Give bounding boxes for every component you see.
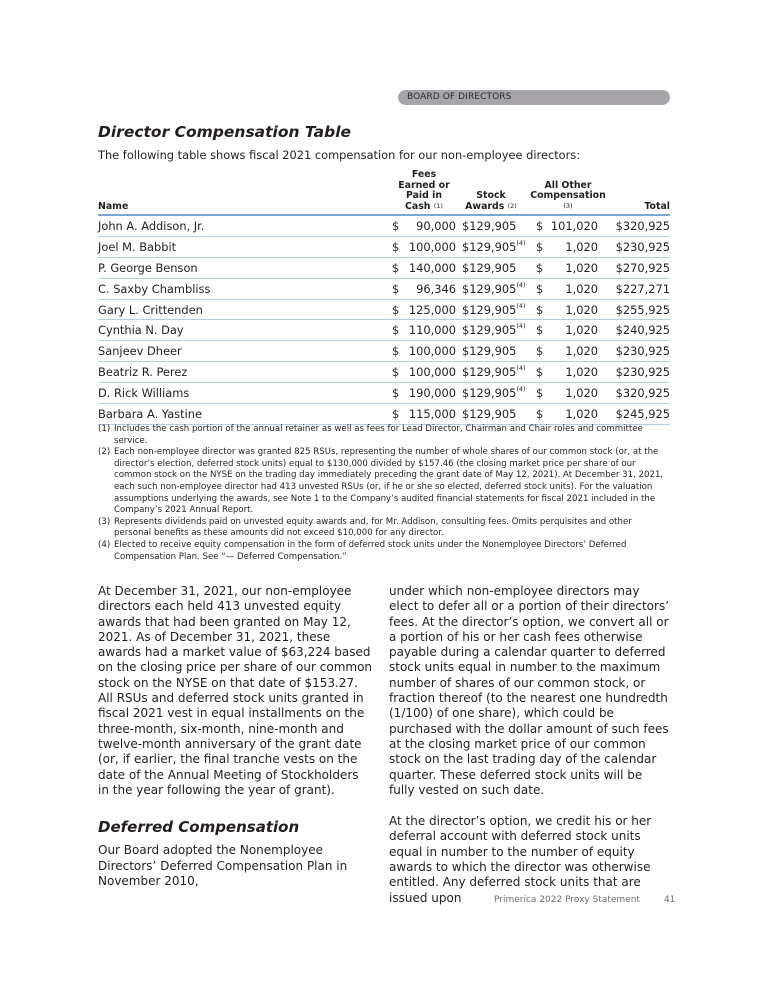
footnote-1: (1) Includes the cash portion of the annual retainer as well as fees for Lead Director, Chairman and Chair roles and committee service. xyxy=(98,424,643,446)
stock-awards-cell: $129,905$^{(4)}$ xyxy=(456,299,526,320)
table-row xyxy=(98,257,670,278)
fees-cell: $ 115,000 xyxy=(392,404,456,425)
table-row xyxy=(98,215,670,236)
stock-awards-cell: $129,905 xyxy=(456,404,526,425)
paragraph-deferral-account: At the director’s option, we credit his or her deferral account with deferred stock units equal in number to the number of equity awards to which the director was otherwise entitled. Any deferred stock units that are issued upon xyxy=(389,814,652,905)
footnote-4: (4) Elected to receive equity compensation in the form of deferred stock units under the Nonemployee Directors’ Deferred Compensation Plan. See “— Deferred Compensation.” xyxy=(98,539,627,562)
body-column-right xyxy=(389,584,671,906)
footnotes xyxy=(98,424,670,563)
page-number: 41 xyxy=(663,895,676,905)
total-cell: $320,925 xyxy=(610,215,670,236)
table-row xyxy=(98,320,670,341)
paragraph-unvested-awards: At December 31, 2021, our non-employee directors each held 413 unvested equity awards that had been granted on May 12, 2021. As of December 31, 2021, these awards had a market value of $63,224 based on the closing price per share of our common stock on the NYSE on that date of $153.27. All RSUs and deferred stock units granted in fiscal 2021 vest in equal installments on the three-month, six-month, nine-month and twelve-month anniversary of the grant date (or, if earlier, the final tranche vests on the date of the Annual Meeting of Stockholders in the year following the year of grant). xyxy=(98,584,373,797)
other-comp-cell: $ 1,020 xyxy=(526,383,610,404)
stock-awards-cell: $129,905$^{(4)}$ xyxy=(456,320,526,341)
table-intro: The following table shows fiscal 2021 compensation for our non-employee directors: xyxy=(98,148,581,162)
table-row xyxy=(98,236,670,257)
other-comp-cell: $ 1,020 xyxy=(526,362,610,383)
fees-cell: $ 190,000 xyxy=(392,383,456,404)
total-cell: $240,925 xyxy=(610,320,670,341)
paragraph-deferral-election: under which non-employee directors may elect to defer all or a portion of their directors’ fees. At the director’s option, we convert all or a portion of his or her cash fees otherwise payable during a calendar quarter to deferred stock units equal in number to the maximum number of shares of our common stock, or fraction thereof (to the nearest one hundredth (1/100) of one share), which could be purchased with the dollar amount of such fees at the closing market price of our common stock on the last trading day of the calendar quarter. These deferred stock units will be fully vested on such date. xyxy=(389,584,670,797)
table-row xyxy=(98,278,670,299)
page-title: Director Compensation Table xyxy=(98,123,352,141)
stock-awards-cell: $129,905$^{(4)}$ xyxy=(456,236,526,257)
stock-awards-cell: $129,905$^{(4)}$ xyxy=(456,278,526,299)
fees-cell: $ 96,346 xyxy=(392,278,456,299)
fees-cell: $ 100,000 xyxy=(392,362,456,383)
director-name: Beatriz R. Perez xyxy=(98,362,392,383)
director-name: Cynthia N. Day xyxy=(98,320,392,341)
section-heading-deferred-compensation: Deferred Compensation xyxy=(98,818,300,837)
fees-cell: $ 100,000 xyxy=(392,341,456,362)
table-header-row xyxy=(98,170,670,215)
total-cell: $245,925 xyxy=(610,404,670,425)
total-cell: $227,271 xyxy=(610,278,670,299)
total-cell: $230,925 xyxy=(610,362,670,383)
fees-cell: $ 110,000 xyxy=(392,320,456,341)
total-cell: $230,925 xyxy=(610,341,670,362)
other-comp-cell: $ 1,020 xyxy=(526,320,610,341)
column-header-total: Total xyxy=(610,170,670,215)
paragraph-deferred-plan-intro: Our Board adopted the Nonemployee Directors’ Deferred Compensation Plan in November 2010, xyxy=(98,843,348,889)
other-comp-cell: $ 1,020 xyxy=(526,341,610,362)
other-comp-cell: $ 1,020 xyxy=(526,299,610,320)
stock-awards-cell: $129,905$^{(4)}$ xyxy=(456,362,526,383)
director-compensation-table xyxy=(98,170,670,425)
other-comp-cell: $ 1,020 xyxy=(526,257,610,278)
stock-awards-cell: $129,905 xyxy=(456,215,526,236)
table-row xyxy=(98,299,670,320)
other-comp-cell: $ 1,020 xyxy=(526,278,610,299)
fees-cell: $ 100,000 xyxy=(392,236,456,257)
footnote-2: (2) Each non-employee director was granted 825 RSUs, representing the number of whole shares of our common stock (or, at the director’s election, deferred stock units) equal to $130,000 divided by $157.46 (the closing market price per share of our common stock on the NYSE on the trading day immediately preceding the grant date of May 12, 2021). At December 31, 2021, each such non-employee director had 413 unvested RSUs (or, if he or she so elected, deferred stock units). For the valuation assumptions underlying the awards, see Note 1 to the Company’s audited financial statements for fiscal 2021 included in the Company’s 2021 Annual Report. xyxy=(98,447,664,516)
fees-cell: $ 125,000 xyxy=(392,299,456,320)
column-header-name: Name xyxy=(98,170,392,215)
director-name: John A. Addison, Jr. xyxy=(98,215,392,236)
stock-awards-cell: $129,905 xyxy=(456,257,526,278)
total-cell: $230,925 xyxy=(610,236,670,257)
publication-name: Primerica 2022 Proxy Statement xyxy=(494,895,640,905)
director-name: Barbara A. Yastine xyxy=(98,404,392,425)
section-label: BOARD OF DIRECTORS xyxy=(398,90,670,105)
total-cell: $320,925 xyxy=(610,383,670,404)
director-name: D. Rick Williams xyxy=(98,383,392,404)
fees-cell: $ 140,000 xyxy=(392,257,456,278)
table-row xyxy=(98,404,670,425)
body-column-left xyxy=(98,584,373,889)
column-header-other-comp: All Other Compensation $^{(3)}$ xyxy=(526,170,610,215)
other-comp-cell: $ 1,020 xyxy=(526,236,610,257)
total-cell: $255,925 xyxy=(610,299,670,320)
column-header-stock-awards: Stock Awards $^{(2)}$ xyxy=(456,170,526,215)
director-name: P. George Benson xyxy=(98,257,392,278)
stock-awards-cell: $129,905$^{(4)}$ xyxy=(456,383,526,404)
footnote-3: (3) Represents dividends paid on unvested equity awards and, for Mr. Addison, consulting fees. Omits perquisites and other personal benefits as these amounts did not exceed $10,000 for any director. xyxy=(98,516,632,539)
total-cell: $270,925 xyxy=(610,257,670,278)
director-name: Joel M. Babbit xyxy=(98,236,392,257)
director-name: Sanjeev Dheer xyxy=(98,341,392,362)
page-footer xyxy=(494,895,675,905)
other-comp-cell: $ 1,020 xyxy=(526,404,610,425)
other-comp-cell: $ 101,020 xyxy=(526,215,610,236)
fees-cell: $ 90,000 xyxy=(392,215,456,236)
stock-awards-cell: $129,905 xyxy=(456,341,526,362)
table-row xyxy=(98,341,670,362)
director-name: Gary L. Crittenden xyxy=(98,299,392,320)
director-name: C. Saxby Chambliss xyxy=(98,278,392,299)
table-row xyxy=(98,362,670,383)
column-header-fees: Fees Earned or Paid in Cash $^{(1)}$ xyxy=(392,170,456,215)
table-row xyxy=(98,383,670,404)
